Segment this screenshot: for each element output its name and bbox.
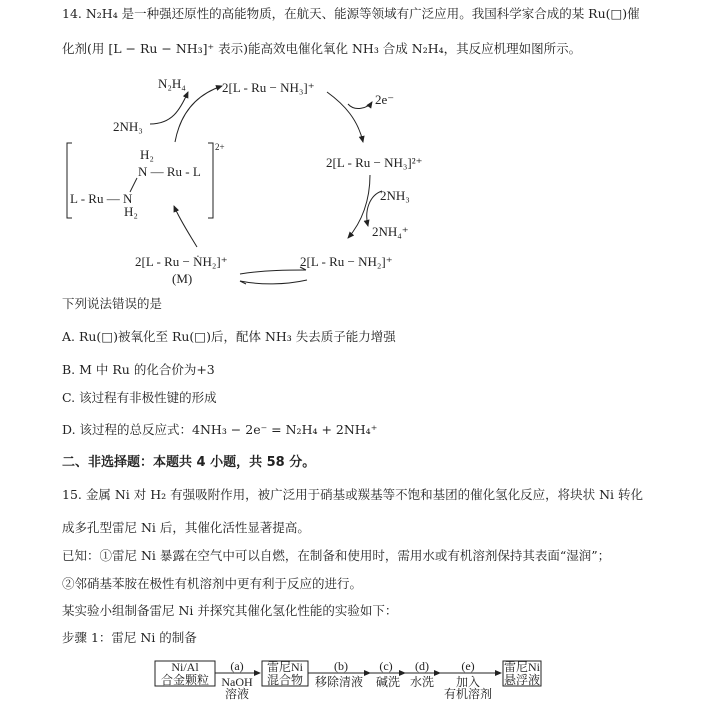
- nh4-out: 2NH₄⁺: [372, 224, 409, 239]
- q15-known-1: 已知：①雷尼 Ni 暴露在空气中可以自燃，在制备和使用时，需用水或有机溶剂保持其表面“湿润”；: [62, 548, 611, 563]
- step-e-desc1: 加入: [455, 675, 481, 689]
- option-a: A. Ru(□)被氧化至 Ru(□)后，配体 NH₃ 失去质子能力增强: [62, 329, 396, 344]
- step-c: (c): [379, 659, 393, 673]
- box-mixture-line1: 雷尼Ni: [266, 660, 304, 674]
- box-alloy-line1: Ni/Al: [171, 660, 199, 674]
- option-b: B. M 中 Ru 的化合价为+3: [62, 362, 215, 377]
- option-c: C. 该过程有非极性键的形成: [62, 390, 217, 405]
- m-label: (M): [172, 271, 193, 286]
- step-b: (b): [334, 659, 348, 673]
- dimer-charge: 2+: [215, 142, 225, 152]
- right-species: 2[L - Ru − NH₃]²⁺: [326, 155, 423, 170]
- box-suspension-line1: 雷尼Ni: [503, 660, 541, 674]
- section-title: 二、非选择题：本题共 4 小题，共 58 分。: [62, 455, 316, 470]
- step-a: (a): [230, 659, 244, 673]
- box-mixture-line2: 混合物: [266, 673, 304, 687]
- q15-step1: 步骤 1：雷尼 Ni 的制备: [62, 630, 197, 645]
- step-d: (d): [415, 659, 429, 673]
- step-e: (e): [461, 659, 475, 673]
- step-a-reagent1: NaOH: [221, 675, 253, 689]
- dimer-row2: L - Ru — N: [70, 191, 133, 206]
- q15-known-2: ②邻硝基苯胺在极性有机溶剂中更有利于反应的进行。: [62, 576, 363, 591]
- q14-stem-line1: 14. N₂H₄ 是一种强还原性的高能物质，在航天、能源等领域有广泛应用。我国科学家合成的某 Ru(□)催: [62, 6, 640, 21]
- q15-stem-line1: 15. 金属 Ni 对 H₂ 有强吸附作用，被广泛用于硝基或羰基等不饱和基团的催化氢化反应，将块状 Ni 转化: [62, 487, 643, 502]
- box-alloy-line2: 合金颗粒: [160, 673, 210, 687]
- q14-prompt: 下列说法错误的是: [62, 296, 163, 311]
- electrons-label: 2e⁻: [375, 92, 395, 107]
- n2h4-label: N₂H₄: [158, 76, 186, 91]
- top-species: 2[L - Ru − NH₃]⁺: [222, 80, 315, 95]
- q15-intro: 某实验小组制备雷尼 Ni 并探究其催化氢化性能的实验如下：: [62, 603, 398, 618]
- dimer-h2-bottom: H₂: [124, 204, 138, 219]
- option-d: D. 该过程的总反应式：4NH₃ − 2e⁻ = N₂H₄ + 2NH₄⁺: [62, 422, 378, 437]
- dimer-h2-top: H₂: [140, 147, 154, 162]
- q15-stem-line2: 成多孔型雷尼 Ni 后，其催化活性显著提高。: [62, 520, 310, 535]
- dimer-row1: N — Ru - L: [138, 164, 201, 179]
- nh3-in-right: 2NH₃: [380, 188, 410, 203]
- step-c-desc: 碱洗: [375, 675, 401, 689]
- step-b-desc: 移除清液: [314, 675, 364, 689]
- box-suspension-line2: 悬浮液: [503, 673, 541, 687]
- bottom-right-species: 2[L - Ru − NH₂]⁺: [300, 254, 393, 269]
- step-d-desc: 水洗: [409, 675, 435, 689]
- bottom-left-species-m: 2[L - Ru − ṄH₂]⁺: [135, 254, 228, 269]
- step-e-desc2: 有机溶剂: [443, 687, 493, 701]
- q14-stem-line2: 化剂(用 [L − Ru − NH₃]⁺ 表示)能高效电催化氧化 NH₃ 合成 N₂H₄，其反应机理如图所示。: [62, 41, 582, 56]
- nh3-in-left: 2NH₃: [113, 119, 143, 134]
- step-a-reagent2: 溶液: [224, 687, 250, 701]
